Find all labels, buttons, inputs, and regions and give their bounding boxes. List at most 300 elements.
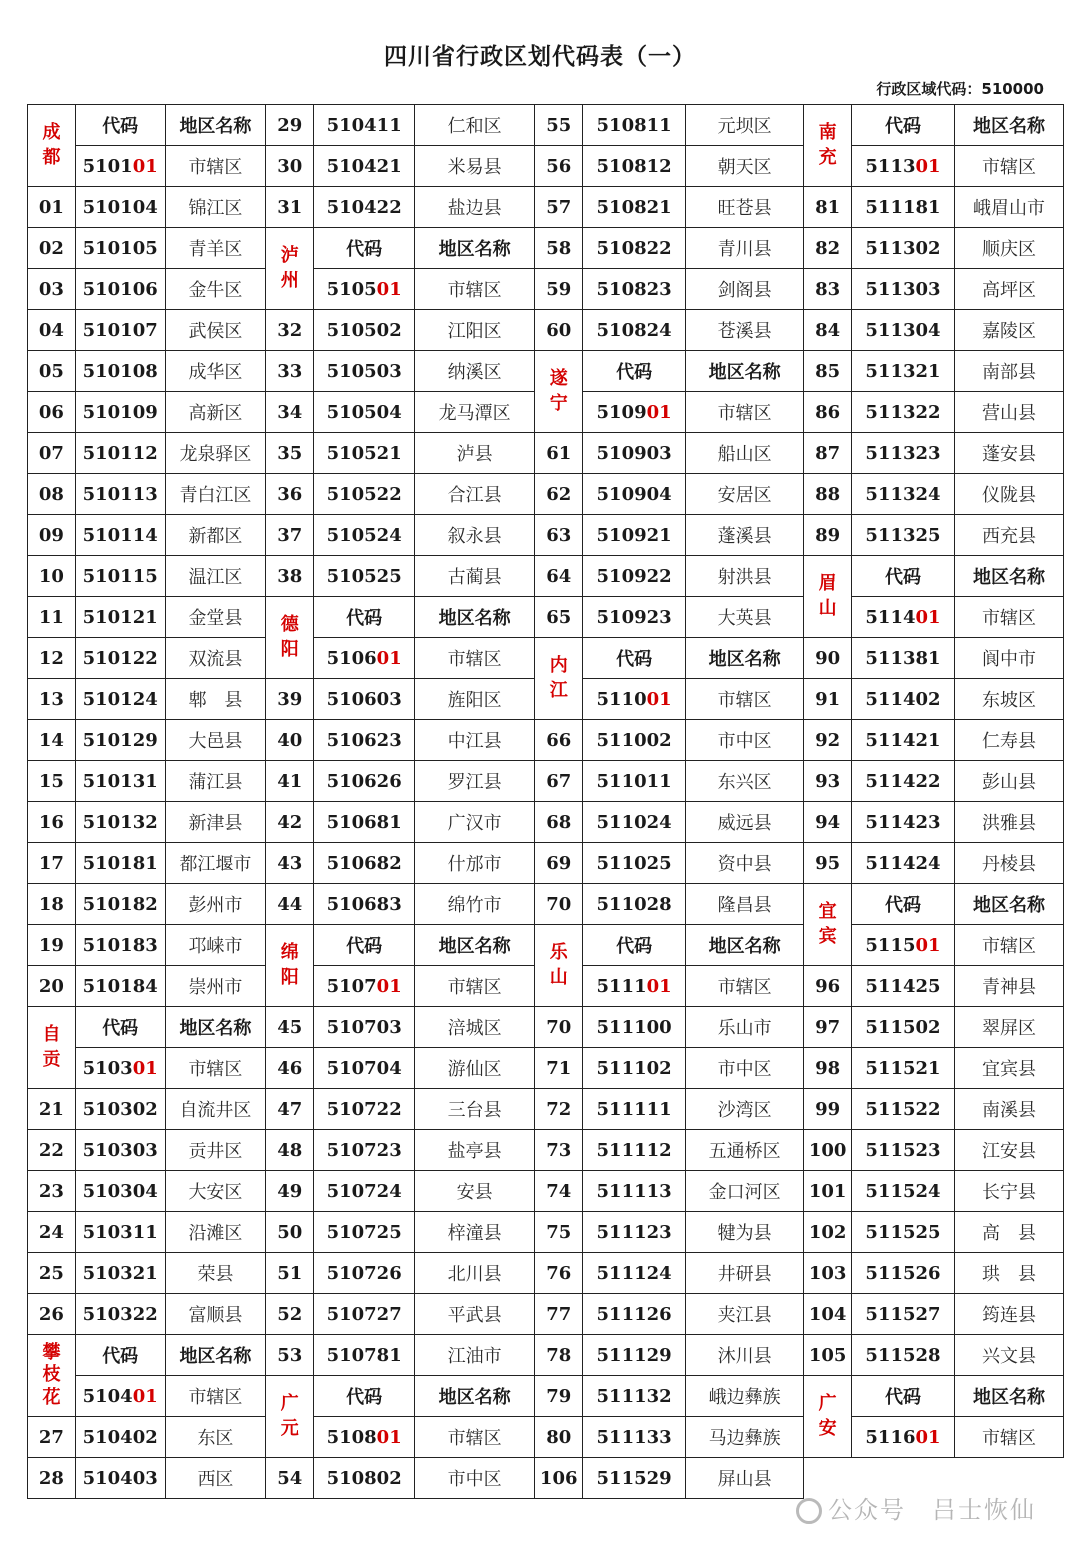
table-row <box>28 556 1064 597</box>
entry-code: 511323 <box>852 433 955 474</box>
entry-number: 81 <box>804 187 852 228</box>
column-header-name: 地区名称 <box>686 638 804 679</box>
entry-name: 大安区 <box>165 1171 266 1212</box>
wechat-icon <box>796 1498 822 1524</box>
entry-number: 11 <box>28 597 76 638</box>
entry-code: 510603 <box>314 679 415 720</box>
code-prefix: 5105 <box>326 278 377 300</box>
entry-name: 嘉陵区 <box>954 310 1063 351</box>
entry-code: 510626 <box>314 761 415 802</box>
table-row <box>28 638 1064 679</box>
entry-name: 大英县 <box>686 597 804 638</box>
entry-code: 511129 <box>583 1335 686 1376</box>
entry-number: 02 <box>28 228 76 269</box>
table-row <box>28 843 1064 884</box>
entry-number: 34 <box>266 392 314 433</box>
entry-code: 510181 <box>75 843 165 884</box>
entry-code: 510104 <box>75 187 165 228</box>
table-row <box>28 1417 1064 1458</box>
table-row <box>28 597 1064 638</box>
entry-name: 江阳区 <box>415 310 535 351</box>
entry-name: 罗江县 <box>415 761 535 802</box>
entry-number: 04 <box>28 310 76 351</box>
entry-number: 32 <box>266 310 314 351</box>
entry-code: 510503 <box>314 351 415 392</box>
entry-number: 01 <box>28 187 76 228</box>
entry-code: 510812 <box>583 146 686 187</box>
entry-number: 62 <box>535 474 583 515</box>
entry-number: 27 <box>28 1417 76 1458</box>
entry-number: 72 <box>535 1089 583 1130</box>
table-row <box>28 1212 1064 1253</box>
entry-number: 56 <box>535 146 583 187</box>
column-header-name: 地区名称 <box>954 1376 1063 1417</box>
entry-code: 510921 <box>583 515 686 556</box>
entry-code: 511524 <box>852 1171 955 1212</box>
table-row <box>28 1171 1064 1212</box>
entry-code: 510525 <box>314 556 415 597</box>
entry-code: 510184 <box>75 966 165 1007</box>
code-prefix: 5103 <box>82 1057 133 1079</box>
entry-code: 511325 <box>852 515 955 556</box>
entry-number: 83 <box>804 269 852 310</box>
city-label: 广 元 <box>266 1376 314 1458</box>
city-first-code <box>314 1417 415 1458</box>
column-header-name: 地区名称 <box>686 925 804 966</box>
city-label: 绵 阳 <box>266 925 314 1007</box>
column-header-code: 代码 <box>314 1376 415 1417</box>
city-first-name: 市辖区 <box>415 269 535 310</box>
entry-code: 510904 <box>583 474 686 515</box>
city-first-name: 市辖区 <box>954 925 1063 966</box>
entry-name: 自流井区 <box>165 1089 266 1130</box>
column-header-code: 代码 <box>852 884 955 925</box>
entry-code: 510131 <box>75 761 165 802</box>
entry-name: 温江区 <box>165 556 266 597</box>
entry-name: 仪陇县 <box>954 474 1063 515</box>
table-row <box>28 1048 1064 1089</box>
column-header-name: 地区名称 <box>415 228 535 269</box>
entry-name: 新都区 <box>165 515 266 556</box>
entry-code: 511381 <box>852 638 955 679</box>
entry-number: 57 <box>535 187 583 228</box>
city-label: 遂 宁 <box>535 351 583 433</box>
code-prefix: 5101 <box>82 155 133 177</box>
entry-name: 船山区 <box>686 433 804 474</box>
entry-code: 511523 <box>852 1130 955 1171</box>
column-header-name: 地区名称 <box>165 1007 266 1048</box>
city-label: 德 阳 <box>266 597 314 679</box>
entry-code: 510411 <box>314 105 415 146</box>
entry-code: 511113 <box>583 1171 686 1212</box>
city-first-code <box>75 1376 165 1417</box>
column-header-code: 代码 <box>852 1376 955 1417</box>
entry-number: 102 <box>804 1212 852 1253</box>
entry-code: 510114 <box>75 515 165 556</box>
column-header-name: 地区名称 <box>954 105 1063 146</box>
entry-code: 510522 <box>314 474 415 515</box>
region-code-label: 行政区域代码：510000 <box>876 80 1044 98</box>
entry-number: 103 <box>804 1253 852 1294</box>
watermark-prefix: 公众号 <box>828 1496 906 1524</box>
entry-number: 05 <box>28 351 76 392</box>
column-header-name: 地区名称 <box>165 1335 266 1376</box>
entry-code: 510726 <box>314 1253 415 1294</box>
city-first-name: 市辖区 <box>686 392 804 433</box>
entry-name: 东坡区 <box>954 679 1063 720</box>
code-prefix: 5114 <box>865 606 916 628</box>
entry-name: 新津县 <box>165 802 266 843</box>
entry-number: 82 <box>804 228 852 269</box>
entry-name: 青川县 <box>686 228 804 269</box>
table-row <box>28 925 1064 966</box>
code-prefix: 5108 <box>326 1426 377 1448</box>
code-suffix: 01 <box>376 278 402 300</box>
city-first-name: 市辖区 <box>415 1417 535 1458</box>
code-prefix: 5113 <box>865 155 916 177</box>
entry-number: 100 <box>804 1130 852 1171</box>
city-label: 眉 山 <box>804 556 852 638</box>
table-row <box>28 802 1064 843</box>
entry-number: 22 <box>28 1130 76 1171</box>
column-header-code: 代码 <box>314 925 415 966</box>
entry-code: 510727 <box>314 1294 415 1335</box>
entry-number: 90 <box>804 638 852 679</box>
entry-number: 42 <box>266 802 314 843</box>
entry-number: 43 <box>266 843 314 884</box>
entry-number: 18 <box>28 884 76 925</box>
entry-name: 青羊区 <box>165 228 266 269</box>
entry-code: 511124 <box>583 1253 686 1294</box>
entry-number: 104 <box>804 1294 852 1335</box>
entry-name: 江油市 <box>415 1335 535 1376</box>
entry-number: 75 <box>535 1212 583 1253</box>
entry-name: 彭州市 <box>165 884 266 925</box>
code-suffix: 01 <box>132 1057 158 1079</box>
entry-code: 510121 <box>75 597 165 638</box>
entry-code: 510504 <box>314 392 415 433</box>
column-header-code: 代码 <box>75 1007 165 1048</box>
entry-name: 市中区 <box>415 1458 535 1499</box>
table-row <box>28 1007 1064 1048</box>
entry-number: 44 <box>266 884 314 925</box>
city-label: 自 贡 <box>28 1007 76 1089</box>
table-row <box>28 1335 1064 1376</box>
table-row <box>28 1130 1064 1171</box>
entry-number: 33 <box>266 351 314 392</box>
entry-name: 射洪县 <box>686 556 804 597</box>
city-first-code <box>75 146 165 187</box>
entry-code: 510112 <box>75 433 165 474</box>
entry-code: 510821 <box>583 187 686 228</box>
entry-code: 511529 <box>583 1458 686 1499</box>
entry-number: 89 <box>804 515 852 556</box>
entry-number: 69 <box>535 843 583 884</box>
entry-name: 仁寿县 <box>954 720 1063 761</box>
entry-name: 市中区 <box>686 720 804 761</box>
entry-code: 510722 <box>314 1089 415 1130</box>
entry-number: 45 <box>266 1007 314 1048</box>
entry-code: 510502 <box>314 310 415 351</box>
entry-name: 资中县 <box>686 843 804 884</box>
column-header-name: 地区名称 <box>954 556 1063 597</box>
entry-code: 510107 <box>75 310 165 351</box>
entry-code: 511304 <box>852 310 955 351</box>
city-first-code <box>852 925 955 966</box>
entry-code: 511322 <box>852 392 955 433</box>
entry-number: 99 <box>804 1089 852 1130</box>
entry-code: 511302 <box>852 228 955 269</box>
entry-number: 96 <box>804 966 852 1007</box>
entry-code: 510106 <box>75 269 165 310</box>
city-first-code <box>314 638 415 679</box>
entry-number: 87 <box>804 433 852 474</box>
entry-name: 宜宾县 <box>954 1048 1063 1089</box>
entry-code: 511521 <box>852 1048 955 1089</box>
table-row <box>28 884 1064 925</box>
entry-number: 10 <box>28 556 76 597</box>
entry-number: 79 <box>535 1376 583 1417</box>
entry-code: 511423 <box>852 802 955 843</box>
entry-number: 67 <box>535 761 583 802</box>
entry-name: 金牛区 <box>165 269 266 310</box>
entry-number: 70 <box>535 884 583 925</box>
code-suffix: 01 <box>646 401 672 423</box>
code-prefix: 5115 <box>865 934 916 956</box>
code-suffix: 01 <box>915 934 941 956</box>
entry-name: 苍溪县 <box>686 310 804 351</box>
entry-number: 88 <box>804 474 852 515</box>
entry-number: 36 <box>266 474 314 515</box>
entry-name: 朝天区 <box>686 146 804 187</box>
entry-number: 37 <box>266 515 314 556</box>
entry-name: 梓潼县 <box>415 1212 535 1253</box>
column-header-code: 代码 <box>75 1335 165 1376</box>
entry-code: 510823 <box>583 269 686 310</box>
entry-name: 绵竹市 <box>415 884 535 925</box>
entry-name: 夹江县 <box>686 1294 804 1335</box>
code-suffix: 01 <box>646 688 672 710</box>
entry-number: 41 <box>266 761 314 802</box>
entry-number: 60 <box>535 310 583 351</box>
entry-number: 64 <box>535 556 583 597</box>
entry-number: 09 <box>28 515 76 556</box>
entry-code: 510681 <box>314 802 415 843</box>
city-label: 内 江 <box>535 638 583 720</box>
table-row <box>28 433 1064 474</box>
entry-code: 510623 <box>314 720 415 761</box>
code-prefix: 5106 <box>326 647 377 669</box>
column-header-code: 代码 <box>314 228 415 269</box>
column-header-code: 代码 <box>583 925 686 966</box>
entry-code: 510113 <box>75 474 165 515</box>
entry-number: 35 <box>266 433 314 474</box>
entry-code: 511181 <box>852 187 955 228</box>
entry-name: 北川县 <box>415 1253 535 1294</box>
entry-number: 51 <box>266 1253 314 1294</box>
entry-name: 游仙区 <box>415 1048 535 1089</box>
entry-name: 营山县 <box>954 392 1063 433</box>
city-first-code <box>852 146 955 187</box>
entry-code: 510132 <box>75 802 165 843</box>
entry-name: 南溪县 <box>954 1089 1063 1130</box>
entry-name: 什邡市 <box>415 843 535 884</box>
entry-code: 510129 <box>75 720 165 761</box>
entry-number: 92 <box>804 720 852 761</box>
city-label: 攀 枝 花 <box>28 1335 76 1417</box>
entry-code: 511528 <box>852 1335 955 1376</box>
entry-number: 30 <box>266 146 314 187</box>
entry-name: 古蔺县 <box>415 556 535 597</box>
city-label: 广 安 <box>804 1376 852 1458</box>
watermark-name: 吕士恢仙 <box>932 1496 1036 1524</box>
entry-number: 24 <box>28 1212 76 1253</box>
code-suffix: 01 <box>376 1426 402 1448</box>
city-first-name: 市辖区 <box>686 966 804 1007</box>
entry-number: 49 <box>266 1171 314 1212</box>
entry-name: 青白江区 <box>165 474 266 515</box>
entry-code: 510923 <box>583 597 686 638</box>
column-header-code: 代码 <box>852 556 955 597</box>
entry-name: 叙永县 <box>415 515 535 556</box>
table-row <box>28 105 1064 146</box>
code-suffix: 01 <box>915 1426 941 1448</box>
entry-number: 20 <box>28 966 76 1007</box>
column-header-code: 代码 <box>583 638 686 679</box>
entry-code: 511422 <box>852 761 955 802</box>
table-row <box>28 720 1064 761</box>
entry-name: 井研县 <box>686 1253 804 1294</box>
entry-name: 安县 <box>415 1171 535 1212</box>
entry-code: 511111 <box>583 1089 686 1130</box>
entry-number: 38 <box>266 556 314 597</box>
entry-name: 高新区 <box>165 392 266 433</box>
entry-number: 98 <box>804 1048 852 1089</box>
entry-number: 28 <box>28 1458 76 1499</box>
entry-number: 14 <box>28 720 76 761</box>
entry-code: 510421 <box>314 146 415 187</box>
city-first-code <box>852 1417 955 1458</box>
entry-code: 510802 <box>314 1458 415 1499</box>
code-suffix: 01 <box>132 1385 158 1407</box>
column-header-code: 代码 <box>314 597 415 638</box>
city-first-code <box>75 1048 165 1089</box>
entry-number: 61 <box>535 433 583 474</box>
entry-number: 26 <box>28 1294 76 1335</box>
entry-name: 贡井区 <box>165 1130 266 1171</box>
entry-code: 510521 <box>314 433 415 474</box>
entry-number: 03 <box>28 269 76 310</box>
entry-code: 511025 <box>583 843 686 884</box>
entry-number: 19 <box>28 925 76 966</box>
city-first-code <box>314 966 415 1007</box>
entry-number: 105 <box>804 1335 852 1376</box>
entry-name: 郫 县 <box>165 679 266 720</box>
entry-number: 58 <box>535 228 583 269</box>
table-row <box>28 515 1064 556</box>
entry-number: 39 <box>266 679 314 720</box>
city-first-name: 市辖区 <box>165 146 266 187</box>
entry-name: 涪城区 <box>415 1007 535 1048</box>
entry-number: 84 <box>804 310 852 351</box>
entry-name: 合江县 <box>415 474 535 515</box>
column-header-code: 代码 <box>583 351 686 392</box>
entry-number: 12 <box>28 638 76 679</box>
entry-name: 邛崃市 <box>165 925 266 966</box>
entry-code: 511112 <box>583 1130 686 1171</box>
entry-name: 长宁县 <box>954 1171 1063 1212</box>
page-title: 四川省行政区划代码表（一） <box>384 44 696 70</box>
entry-number: 68 <box>535 802 583 843</box>
city-label: 成 都 <box>28 105 76 187</box>
division-code-table <box>27 104 1064 1499</box>
column-header-name: 地区名称 <box>165 105 266 146</box>
city-first-name: 市辖区 <box>415 966 535 1007</box>
entry-name: 旌阳区 <box>415 679 535 720</box>
entry-name: 西充县 <box>954 515 1063 556</box>
entry-code: 511123 <box>583 1212 686 1253</box>
entry-number: 07 <box>28 433 76 474</box>
entry-code: 510683 <box>314 884 415 925</box>
entry-code: 510115 <box>75 556 165 597</box>
entry-number: 85 <box>804 351 852 392</box>
code-prefix: 5104 <box>82 1385 133 1407</box>
entry-code: 511502 <box>852 1007 955 1048</box>
entry-number: 70 <box>535 1007 583 1048</box>
entry-code: 511421 <box>852 720 955 761</box>
entry-code: 511425 <box>852 966 955 1007</box>
entry-name: 沐川县 <box>686 1335 804 1376</box>
city-first-name: 市辖区 <box>954 597 1063 638</box>
entry-code: 511024 <box>583 802 686 843</box>
entry-number: 16 <box>28 802 76 843</box>
entry-number: 66 <box>535 720 583 761</box>
entry-code: 510124 <box>75 679 165 720</box>
entry-code: 510182 <box>75 884 165 925</box>
entry-name: 乐山市 <box>686 1007 804 1048</box>
entry-code: 511002 <box>583 720 686 761</box>
entry-number: 71 <box>535 1048 583 1089</box>
entry-number: 08 <box>28 474 76 515</box>
entry-code: 511526 <box>852 1253 955 1294</box>
entry-name: 金堂县 <box>165 597 266 638</box>
table-row <box>28 351 1064 392</box>
entry-number: 21 <box>28 1089 76 1130</box>
code-prefix: 5116 <box>865 1426 916 1448</box>
city-first-code <box>314 269 415 310</box>
entry-name: 崇州市 <box>165 966 266 1007</box>
entry-number: 23 <box>28 1171 76 1212</box>
entry-number: 65 <box>535 597 583 638</box>
entry-code: 511527 <box>852 1294 955 1335</box>
entry-code: 510781 <box>314 1335 415 1376</box>
city-first-name: 市辖区 <box>415 638 535 679</box>
entry-code: 510422 <box>314 187 415 228</box>
entry-number: 47 <box>266 1089 314 1130</box>
entry-code: 510723 <box>314 1130 415 1171</box>
entry-code: 511402 <box>852 679 955 720</box>
entry-name: 峨边彝族 <box>686 1376 804 1417</box>
entry-code: 510321 <box>75 1253 165 1294</box>
entry-number: 73 <box>535 1130 583 1171</box>
entry-name: 东兴区 <box>686 761 804 802</box>
entry-number: 63 <box>535 515 583 556</box>
entry-number: 80 <box>535 1417 583 1458</box>
entry-code: 510725 <box>314 1212 415 1253</box>
entry-number: 53 <box>266 1335 314 1376</box>
code-prefix: 5107 <box>326 975 377 997</box>
code-prefix: 5110 <box>596 688 647 710</box>
